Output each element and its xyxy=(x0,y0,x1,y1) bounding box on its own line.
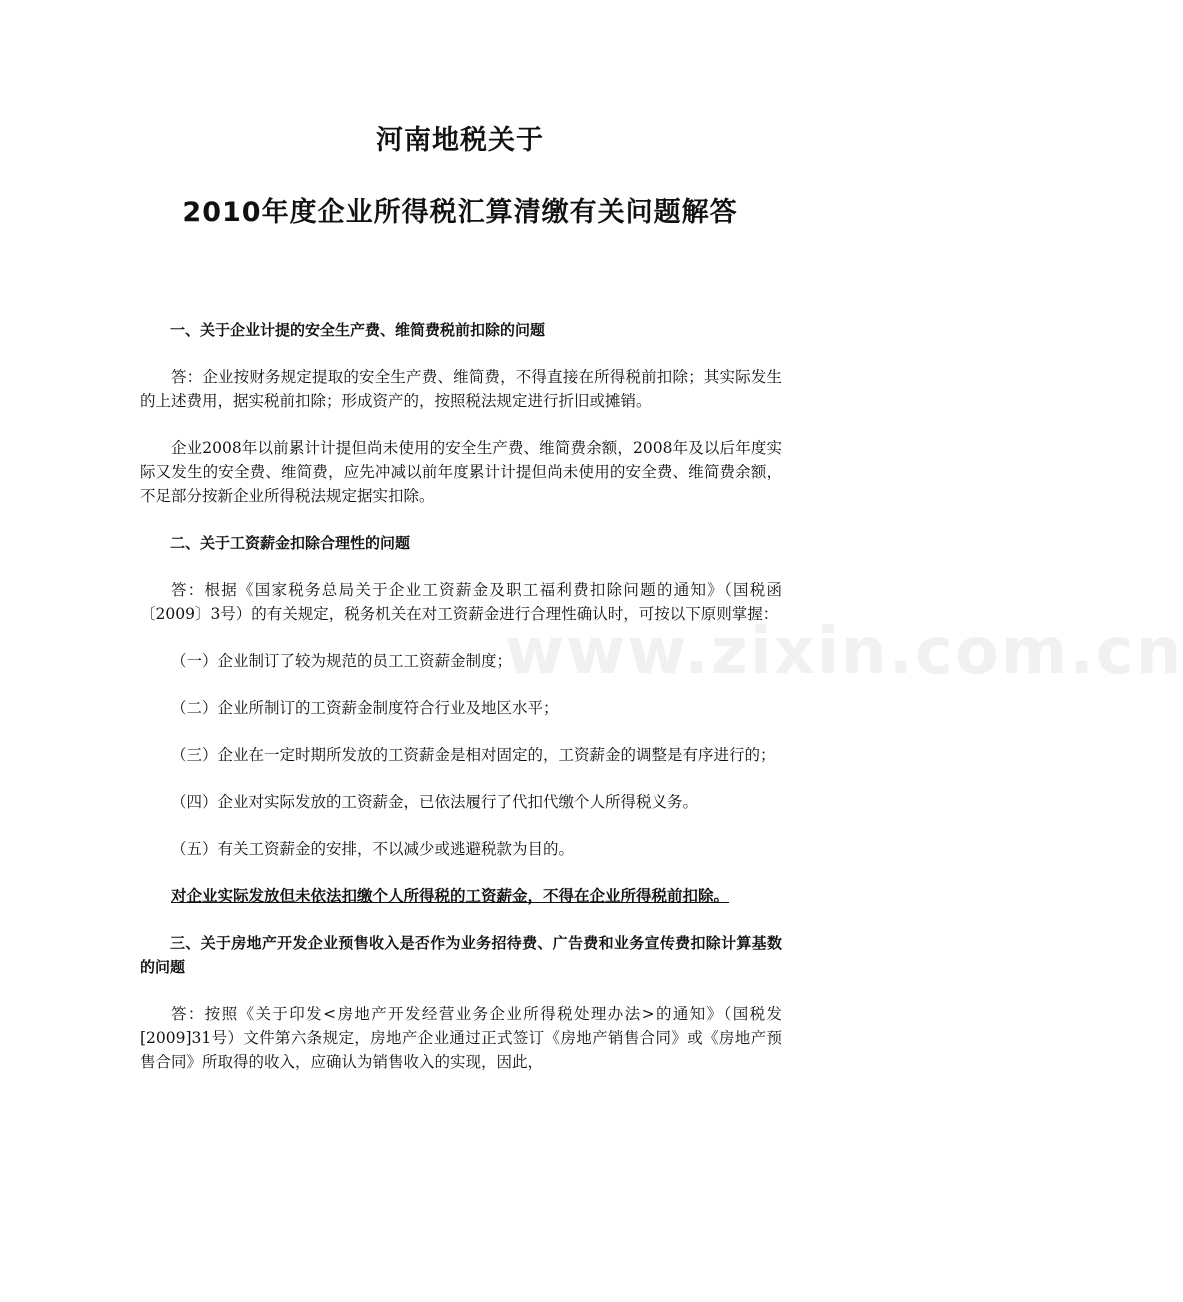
body-paragraph: 企业2008年以前累计计提但尚未使用的安全生产费、维简费余额，2008年及以后年度实际又发生的安全费、维简费，应先冲减以前年度累计计提但尚未使用的安全费、维简费余额，不足部分按新企业所得税法规定据实扣除。 xyxy=(140,439,782,505)
list-item: （四）企业对实际发放的工资薪金，已依法履行了代扣代缴个人所得税义务。 xyxy=(171,793,699,811)
section-heading-1: 一、关于企业计提的安全生产费、维简费税前扣除的问题 xyxy=(170,321,546,339)
document-body xyxy=(140,318,782,1097)
answer-paragraph: 答：根据《国家税务总局关于企业工资薪金及职工福利费扣除问题的通知》（国税函〔2009〕3号）的有关规定，税务机关在对工资薪金进行合理性确认时，可按以下原则掌握： xyxy=(140,581,782,623)
list-item: （五）有关工资薪金的安排，不以减少或逃避税款为目的。 xyxy=(171,840,575,858)
section-heading-2: 二、关于工资薪金扣除合理性的问题 xyxy=(170,534,411,552)
list-item: （一）企业制订了较为规范的员工工资薪金制度； xyxy=(171,652,513,670)
answer-paragraph: 答：企业按财务规定提取的安全生产费、维简费，不得直接在所得税前扣除；其实际发生的上述费用，据实税前扣除；形成资产的，按照税法规定进行折旧或摊销。 xyxy=(140,368,782,410)
document-title-line2: 2010年度企业所得税汇算清缴有关问题解答 xyxy=(182,197,738,228)
emphasized-note: 对企业实际发放但未依法扣缴个人所得税的工资薪金，不得在企业所得税前扣除。 xyxy=(171,886,730,905)
document-title-line1: 河南地税关于 xyxy=(376,125,544,156)
answer-paragraph: 答：按照《关于印发<房地产开发经营业务企业所得税处理办法>的通知》（国税发[2009]31号）文件第六条规定，房地产企业通过正式签订《房地产销售合同》或《房地产预售合同》所取得的收入，应确认为销售收入的实现，因此， xyxy=(140,1005,782,1071)
watermark: www.zixin.com.cn xyxy=(505,615,1183,689)
list-item: （二）企业所制订的工资薪金制度符合行业及地区水平； xyxy=(171,699,559,717)
section-heading-3: 三、关于房地产开发企业预售收入是否作为业务招待费、广告费和业务宣传费扣除计算基数的问题 xyxy=(140,934,782,976)
list-item: （三）企业在一定时期所发放的工资薪金是相对固定的，工资薪金的调整是有序进行的； xyxy=(171,746,776,764)
